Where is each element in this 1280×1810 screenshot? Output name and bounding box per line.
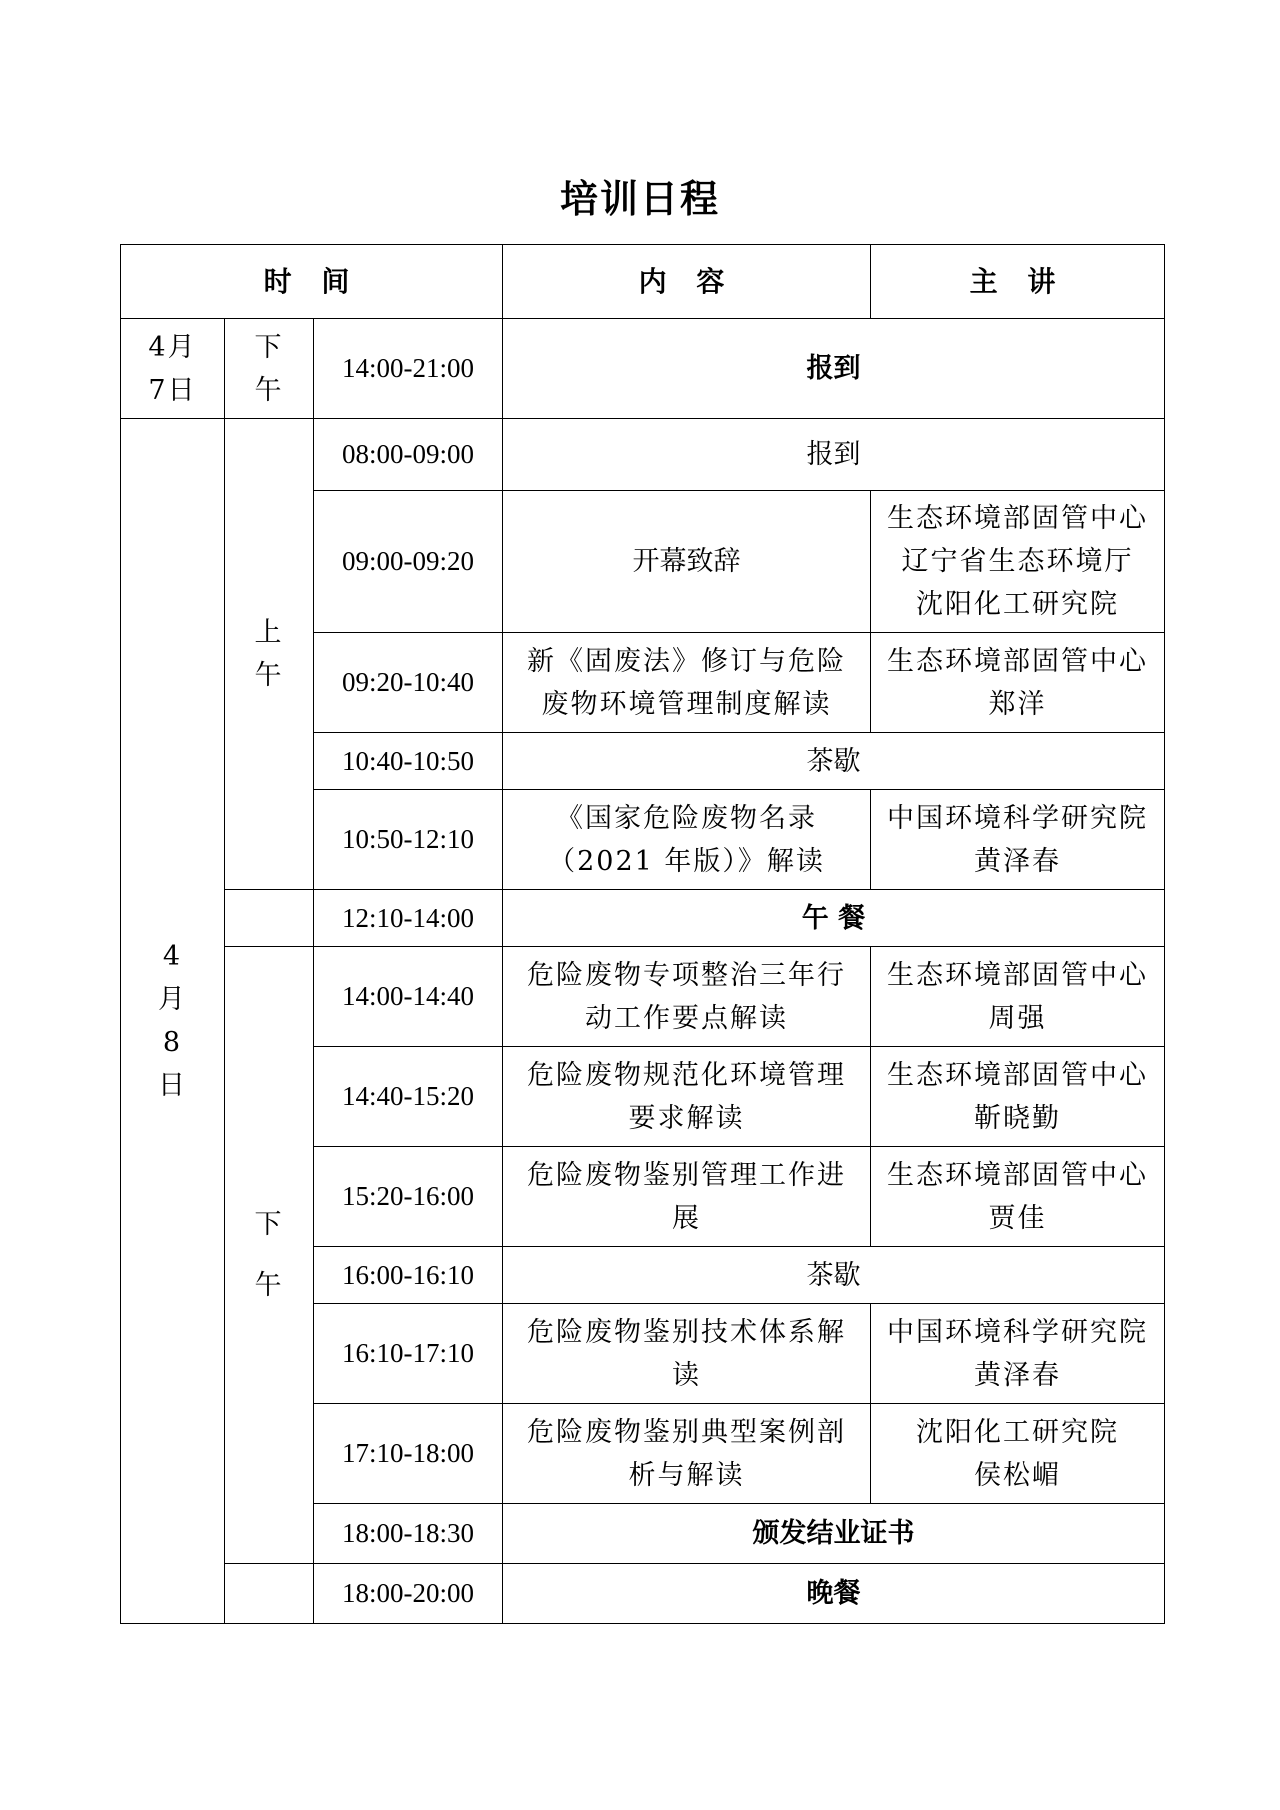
period-cell-afternoon [225, 947, 314, 1564]
period-char: 下 [254, 331, 284, 363]
content-cell [503, 633, 871, 733]
content-line: 动工作要点解读 [585, 1002, 788, 1034]
content-cell-merged: 茶歇 [503, 733, 1165, 790]
speaker-cell [871, 947, 1165, 1047]
content-line: 新《固废法》修订与危险 [527, 645, 846, 677]
speaker-line: 侯松嵋 [974, 1459, 1061, 1491]
speaker-cell [871, 491, 1165, 633]
table-row [121, 947, 1165, 1047]
table-row [121, 319, 1165, 419]
speaker-line: 黄泽春 [974, 845, 1061, 877]
speaker-cell [871, 790, 1165, 890]
date-line: 7日 [148, 374, 197, 406]
header-speaker: 主 讲 [871, 245, 1165, 319]
content-line: 读 [672, 1359, 701, 1391]
time-cell: 15:20-16:00 [314, 1147, 503, 1247]
time-cell: 09:20-10:40 [314, 633, 503, 733]
header-time: 时 间 [121, 245, 503, 319]
content-line: 废物环境管理制度解读 [541, 688, 832, 720]
content-cell [503, 947, 871, 1047]
speaker-line: 周强 [988, 1002, 1047, 1034]
content-cell [503, 1304, 871, 1404]
content-cell [503, 1147, 871, 1247]
content-cell-merged: 晚餐 [503, 1564, 1165, 1624]
date-cell-day1 [121, 319, 225, 419]
content-cell [503, 1404, 871, 1504]
date-line: 日 [158, 1070, 187, 1101]
content-cell-merged: 茶歇 [503, 1247, 1165, 1304]
speaker-line: 郑洋 [988, 688, 1047, 720]
speaker-line: 生态环境部固管中心 [887, 1159, 1148, 1191]
period-char: 下 [254, 1209, 284, 1240]
speaker-cell [871, 1304, 1165, 1404]
speaker-line: 辽宁省生态环境厅 [901, 546, 1134, 577]
content-line: 展 [672, 1202, 701, 1234]
period-cell-empty [225, 890, 314, 947]
content-cell [503, 1047, 871, 1147]
date-line: 月 [158, 984, 187, 1015]
speaker-line: 生态环境部固管中心 [887, 959, 1148, 991]
date-line: 4月 [148, 331, 197, 363]
time-cell: 14:40-15:20 [314, 1047, 503, 1147]
speaker-line: 贾佳 [988, 1202, 1047, 1234]
date-line: 4 [162, 941, 183, 972]
content-cell-merged: 颁发结业证书 [503, 1504, 1165, 1564]
date-cell-day2 [121, 419, 225, 1624]
content-cell-merged: 报到 [503, 419, 1165, 491]
content-line: 要求解读 [628, 1102, 745, 1134]
speaker-line: 生态环境部固管中心 [887, 1059, 1148, 1091]
speaker-cell [871, 633, 1165, 733]
speaker-line: 沈阳化工研究院 [916, 589, 1119, 620]
date-line: 8 [162, 1027, 183, 1058]
time-cell: 14:00-14:40 [314, 947, 503, 1047]
table-row [121, 1564, 1165, 1624]
speaker-line: 黄泽春 [974, 1359, 1061, 1391]
content-line: 危险废物鉴别技术体系解 [527, 1316, 846, 1348]
content-line: 《国家危险废物名录 [556, 802, 817, 834]
speaker-line: 生态环境部固管中心 [887, 645, 1148, 677]
period-char: 午 [254, 374, 284, 406]
content-cell-merged: 报到 [503, 319, 1165, 419]
time-cell: 12:10-14:00 [314, 890, 503, 947]
period-cell-day1-afternoon [225, 319, 314, 419]
time-cell: 10:40-10:50 [314, 733, 503, 790]
table-row [121, 890, 1165, 947]
speaker-line: 沈阳化工研究院 [916, 1416, 1119, 1448]
speaker-cell [871, 1047, 1165, 1147]
speaker-line: 中国环境科学研究院 [887, 1316, 1148, 1348]
time-cell: 09:00-09:20 [314, 491, 503, 633]
content-cell: 开幕致辞 [503, 491, 871, 633]
speaker-cell [871, 1147, 1165, 1247]
time-cell: 18:00-18:30 [314, 1504, 503, 1564]
time-cell: 10:50-12:10 [314, 790, 503, 890]
content-line: 危险废物规范化环境管理 [527, 1059, 846, 1091]
content-cell [503, 790, 871, 890]
content-line: 析与解读 [628, 1459, 745, 1491]
speaker-line: 生态环境部固管中心 [887, 503, 1148, 534]
content-cell-merged: 午 餐 [503, 890, 1165, 947]
header-row [121, 245, 1165, 319]
table-row [121, 419, 1165, 491]
period-char: 午 [254, 660, 284, 691]
period-cell-morning [225, 419, 314, 890]
period-char: 上 [254, 617, 284, 648]
page-title: 培训日程 [559, 176, 720, 221]
content-line: 危险废物鉴别管理工作进 [527, 1159, 846, 1191]
time-cell: 17:10-18:00 [314, 1404, 503, 1504]
schedule-table [120, 244, 1165, 1624]
time-cell: 08:00-09:00 [314, 419, 503, 491]
speaker-line: 中国环境科学研究院 [887, 802, 1148, 834]
period-cell-empty [225, 1564, 314, 1624]
time-cell: 16:00-16:10 [314, 1247, 503, 1304]
content-line: 危险废物专项整治三年行 [527, 959, 846, 991]
content-line: （2021 年版）》解读 [548, 845, 825, 877]
period-char: 午 [254, 1270, 284, 1301]
speaker-line: 靳晓勤 [974, 1102, 1061, 1134]
speaker-cell [871, 1404, 1165, 1504]
time-cell: 16:10-17:10 [314, 1304, 503, 1404]
content-line: 危险废物鉴别典型案例剖 [527, 1416, 846, 1448]
time-cell: 14:00-21:00 [314, 319, 503, 419]
header-content: 内 容 [503, 245, 871, 319]
time-cell: 18:00-20:00 [314, 1564, 503, 1624]
